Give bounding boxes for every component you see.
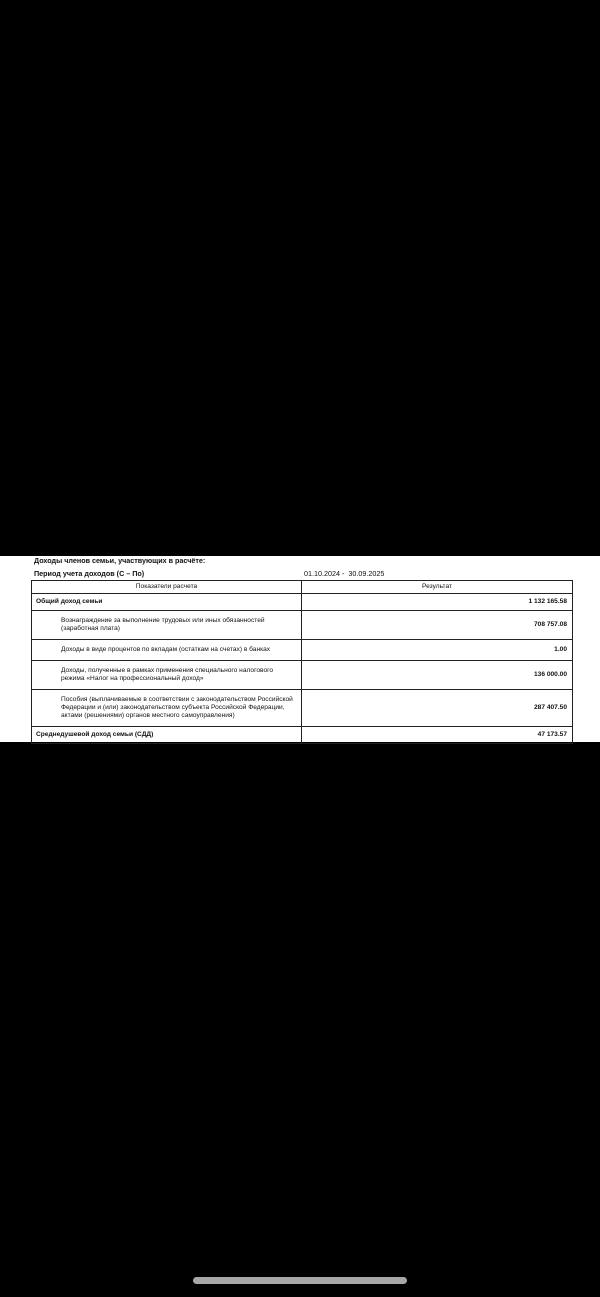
row-value-salary: 708 757.08 [302, 611, 573, 640]
row-value-self-employed-income: 136 000.00 [302, 661, 573, 690]
row-value-total-income: 1 132 165.58 [302, 594, 573, 611]
row-label-average-per-capita-income: Среднедушевой доход семьи (СДД) [32, 727, 302, 744]
row-value-average-per-capita-income: 47 173.57 [302, 727, 573, 744]
income-period-label: Период учета доходов (С – По) [34, 569, 145, 578]
row-label-total-income: Общий доход семьи [32, 594, 302, 611]
document-page [0, 556, 600, 742]
table-row [32, 661, 573, 690]
row-value-deposit-interest: 1.00 [302, 640, 573, 661]
row-value-benefits: 287 407.50 [302, 690, 573, 727]
income-period-value: 01.10.2024 - 30.09.2025 [304, 569, 385, 578]
table-header-row [32, 581, 573, 594]
row-label-salary: Вознаграждение за выполнение трудовых или иных обязанностей (заработная плата) [32, 611, 302, 640]
table-row [32, 594, 573, 611]
family-income-heading: Доходы членов семьи, участвующих в расчёте: [34, 556, 206, 565]
table-row [32, 690, 573, 727]
home-indicator-bar[interactable] [193, 1277, 407, 1284]
row-label-deposit-interest: Доходы в виде процентов по вкладам (остаткам на счетах) в банках [32, 640, 302, 661]
table-row [32, 611, 573, 640]
row-label-benefits: Пособия (выплачиваемые в соответствии с законодательством Российской Федерации и (или) законодательством субъекта Российской Федерации, актами (решениями) органов местного самоуправления) [32, 690, 302, 727]
income-calculation-table [31, 580, 573, 744]
table-row [32, 640, 573, 661]
table-row [32, 727, 573, 744]
header-indicators: Показатели расчета [32, 581, 302, 594]
row-label-self-employed-income: Доходы, полученные в рамках применения специального налогового режима «Налог на профессиональный доход» [32, 661, 302, 690]
header-result: Результат [302, 581, 573, 594]
